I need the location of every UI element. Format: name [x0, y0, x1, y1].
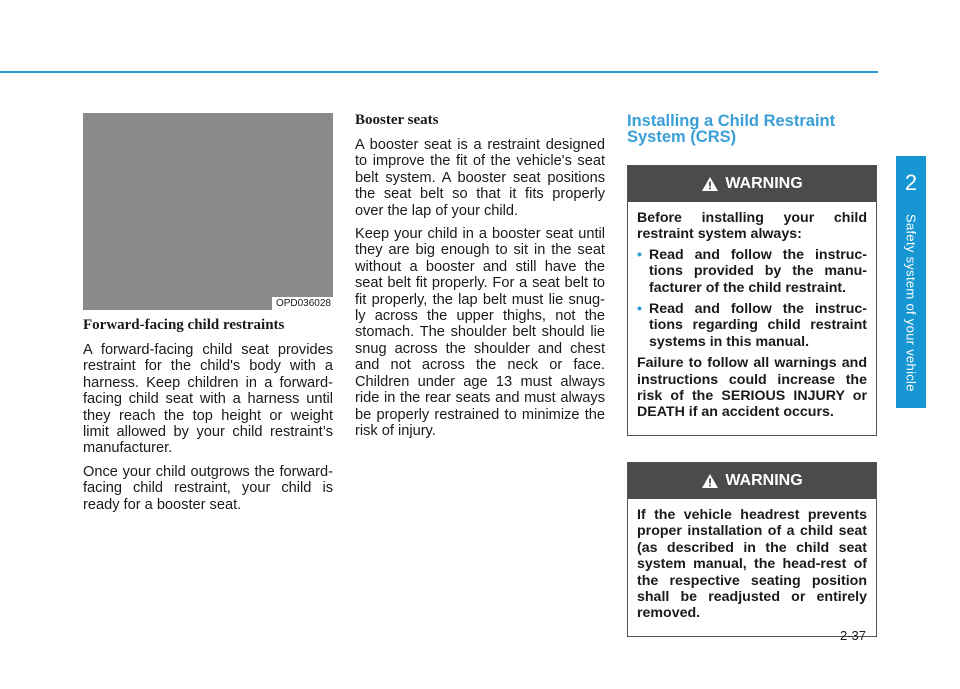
warning-triangle-icon [701, 473, 719, 489]
warning-header [628, 166, 876, 202]
warning-bullet: • Read and follow the instruc-tions provided by the manu-facturer of the child restraint. [637, 247, 867, 296]
middle-column [355, 113, 605, 446]
section-heading-installing-crs: Installing a Child Restraint System (CRS) [627, 112, 836, 146]
right-column [627, 113, 877, 637]
paragraph: A forward-facing child seat provides restraint for the child's body with a harness. Keep children in a forward-facing child seat with a harness until they reach the top height or weight limit allowed by your child restraint’s manufacturer. [83, 342, 333, 457]
section-heading-forward-facing: Forward-facing child restraints [83, 317, 285, 333]
page-number: 2-37 [840, 628, 867, 643]
warning-intro: Before installing your child restraint system always: [637, 210, 867, 243]
warning-body [628, 202, 876, 435]
warning-box [627, 165, 877, 436]
chapter-title: Safety system of your vehicle [903, 214, 919, 392]
warning-title: WARNING [725, 471, 803, 489]
warning-list [637, 247, 867, 350]
warning-box-headrest [627, 462, 877, 637]
paragraph: Once your child outgrows the forward-facing child restraint, your child is ready for a booster seat. [83, 463, 333, 513]
left-column [83, 113, 333, 520]
section-heading-booster-seats: Booster seats [355, 112, 439, 128]
chapter-tab [896, 156, 926, 408]
warning-bullet: • Read and follow the instruc-tions regarding child restraint systems in this manual. [637, 301, 867, 350]
paragraph: Keep your child in a booster seat until they are big enough to sit in the seat without a booster and still have the seat belt fit properly. For a seat belt to fit properly, the lap belt must lie snug-ly across the upper thighs, not the stomach. The shoulder belt should lie snug across the shoulder and chest and not across the neck or face. Children under age 13 must always ride in the rear seats and must always be properly restrained to minimize the risk of injury. [355, 226, 605, 439]
image-code: OPD036028 [272, 297, 333, 310]
warning-title: WARNING [725, 174, 803, 192]
warning-header [628, 463, 876, 499]
warning-triangle-icon [701, 176, 719, 192]
child-seat-photo [83, 113, 333, 310]
warning-body [628, 499, 876, 636]
header-rule [0, 71, 878, 73]
warning-text: If the vehicle headrest prevents proper installation of a child seat (as described in the child seat system manual, the head-rest of the respective seating position shall be readjusted or entirely removed. [637, 506, 867, 622]
warning-outro: Failure to follow all warnings and instructions could increase the risk of the SERIOUS INJURY or DEATH if an accident occurs. [637, 355, 867, 421]
paragraph: A booster seat is a restraint designed to improve the fit of the vehicle's seat belt system. A booster seat positions the seat belt so that it fits properly over the lap of your child. [355, 137, 605, 219]
chapter-number: 2 [904, 170, 918, 195]
